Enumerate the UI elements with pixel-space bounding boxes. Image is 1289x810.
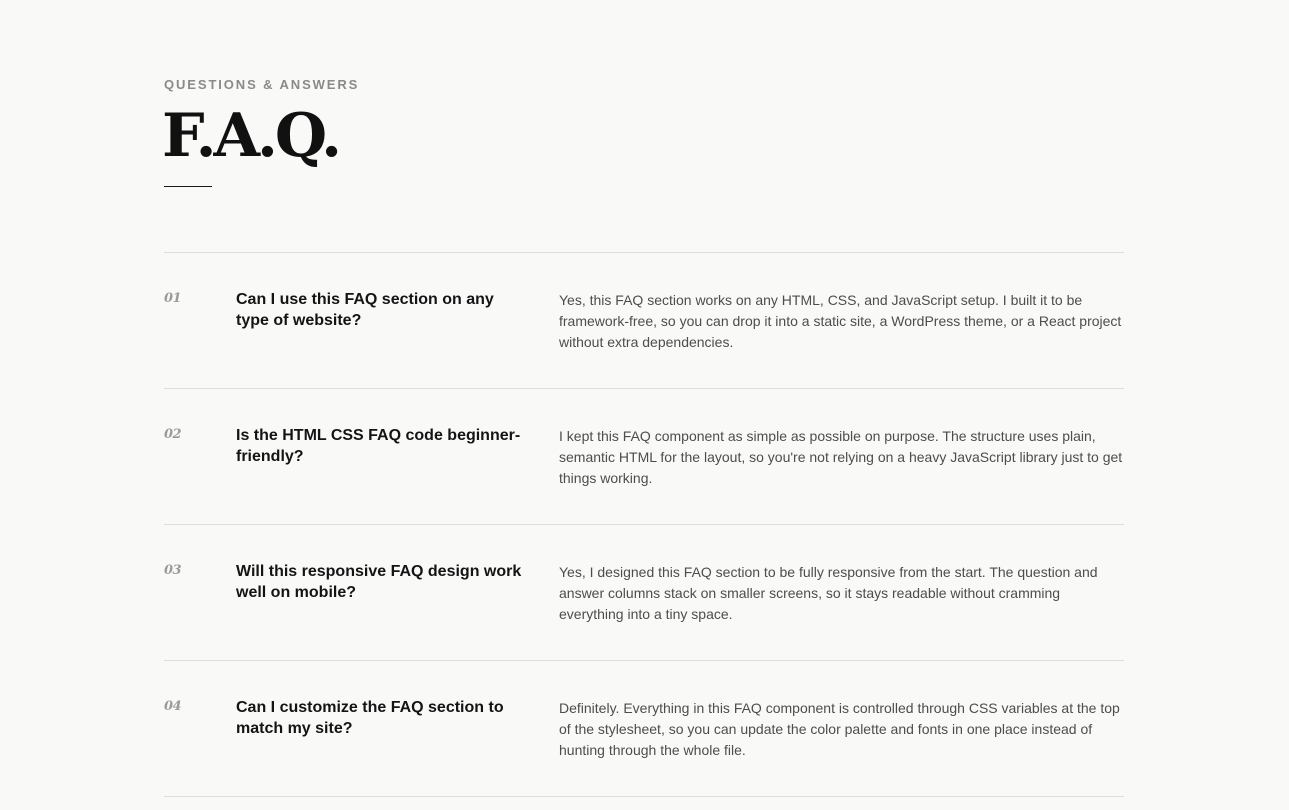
faq-item[interactable] [164, 661, 1124, 797]
faq-question[interactable]: Can I use this FAQ section on any type of website? [236, 291, 494, 329]
faq-question[interactable]: Can I customize the FAQ section to match my site? [236, 699, 504, 737]
title-underline [164, 186, 212, 187]
faq-list [164, 252, 1124, 797]
faq-question[interactable]: Will this responsive FAQ design work well on mobile? [236, 563, 522, 601]
faq-item[interactable] [164, 253, 1124, 389]
faq-answer: Definitely. Everything in this FAQ component is controlled through CSS variables at the top of the stylesheet, so you can update the color palette and fonts in one place instead of hunting through the whole file. [559, 700, 1120, 758]
section-eyebrow: QUESTIONS & ANSWERS [164, 77, 360, 92]
faq-question[interactable]: Is the HTML CSS FAQ code beginner-friendly? [236, 427, 521, 465]
faq-number: 03 [164, 563, 182, 578]
faq-number: 01 [164, 291, 182, 306]
faq-answer: Yes, I designed this FAQ section to be fully responsive from the start. The question and answer columns stack on smaller screens, so it stays readable without cramming everything into a tiny space. [559, 564, 1098, 622]
faq-item[interactable] [164, 525, 1124, 661]
faq-answer: I kept this FAQ component as simple as possible on purpose. The structure uses plain, semantic HTML for the layout, so you're not relying on a heavy JavaScript library just to get things working. [559, 428, 1123, 486]
page-title: F.A.Q. [162, 101, 340, 171]
faq-number: 04 [164, 699, 182, 714]
faq-item[interactable] [164, 389, 1124, 525]
faq-number: 02 [164, 427, 182, 442]
faq-answer: Yes, this FAQ section works on any HTML, CSS, and JavaScript setup. I built it to be framework-free, so you can drop it into a static site, a WordPress theme, or a React project without extra dependencies. [559, 292, 1122, 350]
